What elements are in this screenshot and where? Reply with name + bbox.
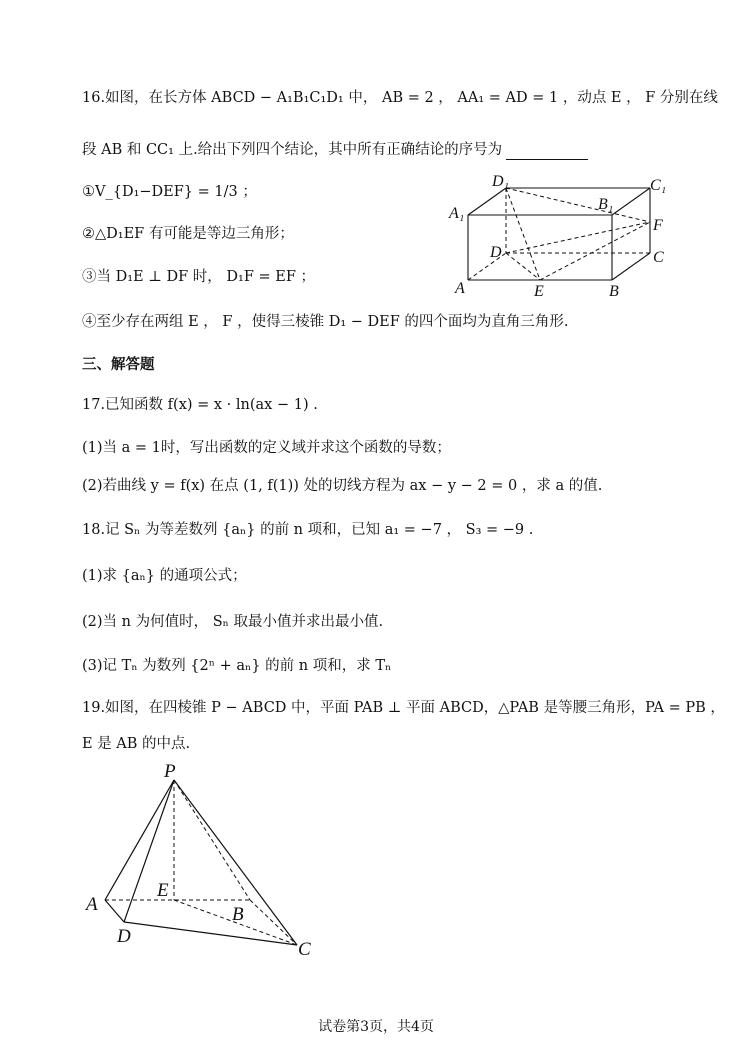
- label-A: A: [455, 280, 465, 297]
- p18-q1: (1)求 {aₙ} 的通项公式；: [82, 568, 247, 584]
- seg-EC-hidden: [174, 900, 297, 945]
- seg-D1E: [506, 188, 540, 280]
- edge-DC: [124, 922, 297, 945]
- p16-conclusion-3: ③当 D₁E ⊥ DF 时， D₁F = EF ；: [82, 269, 316, 285]
- p17-q2: (2)若曲线 y = f(x) 在点 (1, f(1)) 处的切线方程为 ax − y − 2 = 0 ，求 a 的值.: [82, 478, 603, 494]
- edge-PD: [124, 780, 174, 922]
- p18-q2: (2)当 n 为何值时， Sₙ 取最小值并求出最小值.: [82, 614, 384, 630]
- section-heading: 三、解答题: [82, 356, 155, 373]
- seg-D1F: [506, 188, 650, 222]
- edge-A1D1: [468, 188, 506, 215]
- label-A: A: [86, 894, 98, 915]
- edge-B1C1: [612, 188, 650, 215]
- p16-line2: [82, 140, 588, 160]
- label-B: B: [609, 283, 619, 300]
- edge-BC-hidden: [250, 900, 297, 945]
- p17-q1: (1)当 a = 1时，写出函数的定义域并求这个函数的导数；: [82, 440, 451, 456]
- p19-line2: E 是 AB 的中点.: [82, 736, 191, 752]
- label-D: D: [117, 926, 131, 947]
- label-A1: A₁: [449, 205, 465, 222]
- p19-line1: 19.如图，在四棱锥 P − ABCD 中，平面 PAB ⊥ 平面 ABCD，△PAB 是等腰三角形，PA = PB ，: [82, 700, 725, 716]
- label-E: E: [534, 283, 544, 300]
- seg-DF: [506, 222, 650, 253]
- label-C1: C₁: [650, 177, 667, 194]
- edge-PB-hidden: [174, 780, 250, 900]
- label-D1: D₁: [492, 173, 510, 190]
- p16-line1: 16.如图，在长方体 ABCD − A₁B₁C₁D₁ 中， AB = 2 ， AA₁ = AD = 1 ，动点 E ， F 分别在线: [82, 90, 718, 106]
- page-footer: 试卷第3页，共4页: [318, 1019, 434, 1035]
- p17-line1: 17.已知函数 f(x) = x · ln(ax − 1) .: [82, 397, 318, 413]
- label-F: F: [653, 217, 663, 234]
- seg-DE: [506, 253, 540, 280]
- p18-line1: 18.记 Sₙ 为等差数列 {aₙ} 的前 n 项和，已知 a₁ = −7 ， S₃ = −9 .: [82, 522, 534, 538]
- seg-EF: [540, 222, 650, 280]
- label-E: E: [157, 880, 169, 901]
- edge-PA: [105, 780, 174, 900]
- p16-conclusion-1: ①V_{D₁−DEF} = 1/3 ；: [82, 184, 257, 200]
- label-P: P: [164, 761, 176, 782]
- label-C: C: [298, 939, 311, 960]
- p16-conclusion-4: ④至少存在两组 E ， F ，使得三棱锥 D₁ − DEF 的四个面均为直角三角形.: [82, 314, 569, 330]
- answer-blank: [506, 143, 588, 160]
- p16-conclusion-2: ②△D₁EF 有可能是等边三角形；: [82, 226, 294, 242]
- edge-BC: [612, 253, 650, 280]
- p18-q3: (3)记 Tₙ 为数列 {2ⁿ + aₙ} 的前 n 项和，求 Tₙ: [82, 658, 392, 674]
- label-B: B: [232, 904, 244, 925]
- label-D: D: [490, 244, 502, 261]
- edge-AD: [105, 900, 124, 922]
- edge-PC: [174, 780, 297, 945]
- p16-line2-text: 段 AB 和 CC₁ 上.给出下列四个结论，其中所有正确结论的序号为: [82, 142, 503, 158]
- label-B1: B₁: [598, 196, 614, 213]
- label-C: C: [653, 249, 664, 266]
- edge-AD-hidden: [468, 253, 506, 280]
